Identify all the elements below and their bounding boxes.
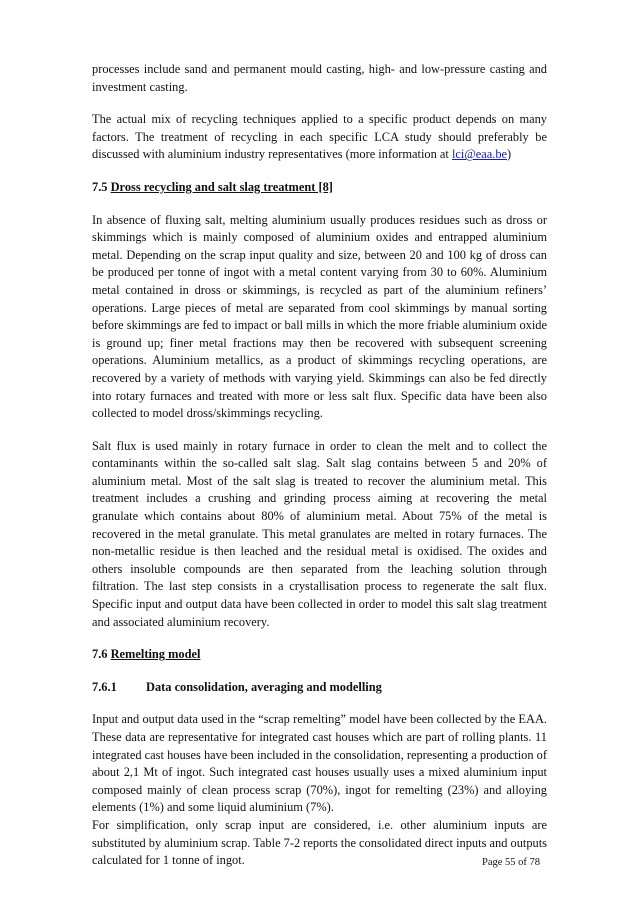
paragraph-recycling-mix-end: ) bbox=[507, 147, 512, 162]
subsection-title: Data consolidation, averaging and modelling bbox=[146, 679, 382, 694]
paragraph-recycling-mix-text: The actual mix of recycling techniques applied to a specific product depends on many factors. The treatment of recycling in each specific LCA study should preferably be discussed with aluminium industry representatives (more information at bbox=[92, 112, 547, 162]
section-number-7-5: 7.5 bbox=[92, 179, 108, 194]
section-heading-7-6 bbox=[92, 646, 547, 664]
page-content bbox=[92, 61, 547, 885]
page-number: Page 55 of 78 bbox=[482, 857, 541, 868]
section-number-7-6: 7.6 bbox=[92, 647, 108, 662]
subsection-heading-7-6-1 bbox=[92, 679, 547, 697]
paragraph-salt-flux: Salt flux is used mainly in rotary furnace in order to clean the melt and to collect the contaminants within the so-called salt slag. Salt slag contains between 5 and 20% of aluminium metal. Most of the salt slag is treated to recover the aluminium metal. This treatment includes a crushing and grinding process aiming at recovering the metal granulate which contains about 80% of aluminium metal. About 75% of the metal is recovered in the metal granulate. This metal granulates are melted in rotary furnaces. The non-metallic residue is then leached and the residual metal is oxidised. The oxides and others insoluble compounds are then separated from the leaching solution through filtration. The last step consists in a crystallisation process to regenerate the salt flux. Specific input and output data have been collected in order to model this salt slag treatment and associated aluminium recovery. bbox=[92, 438, 547, 629]
paragraph-casting-processes: processes include sand and permanent mould casting, high- and low-pressure casting and investment casting. bbox=[92, 62, 547, 94]
paragraph-dross: In absence of fluxing salt, melting aluminium usually produces residues such as dross or skimmings which is mainly composed of aluminium oxides and entrapped aluminium metal. Depending on the scrap input quality and size, between 20 and 100 kg of dross can be produced per tonne of ingot with a metal content varying from 30 to 60%. Aluminium metal contained in dross or skimmings, is recycled as part of the aluminium refiners’ operations. Large pieces of metal are separated from cool skimmings by manual sorting before skimmings are fed to impact or ball mills in which the more friable aluminium oxide is ground up; finer metal fractions may then be recovered with subsequent screening operations. Aluminium metallics, as a product of skimmings recycling operations, are recovered by a variety of methods with varying yield. Skimmings can also be fed directly into rotary furnaces and treated with more or less salt flux. Specific data have been also collected to model dross/skimmings recycling. bbox=[92, 212, 547, 421]
subsection-number: 7.6.1 bbox=[92, 679, 117, 694]
section-heading-7-5 bbox=[92, 179, 547, 197]
paragraph-remelting-data: Input and output data used in the “scrap remelting” model have been collected by the EAA. These data are representative for integrated cast houses which are part of rolling plants. 11 integrated cast houses have been included in the consolidation, representing a production of about 2,1 Mt of ingot. Such integrated cast houses usually uses a mixed aluminium input composed mainly of clean process scrap (70%), ingot for remelting (23%) and alloying elements (1%) and some liquid aluminium (7%). bbox=[92, 712, 547, 815]
section-title-7-5: Dross recycling and salt slag treatment [8] bbox=[110, 179, 333, 194]
email-link[interactable]: lci@eaa.be bbox=[451, 147, 508, 162]
paragraph-simplification: For simplification, only scrap input are considered, i.e. other aluminium inputs are substituted by aluminium scrap. Table 7-2 reports the consolidated direct inputs and outputs calculated for 1 tonne of ingot. bbox=[92, 817, 547, 868]
paragraph-recycling-mix bbox=[92, 111, 547, 164]
section-title-7-6: Remelting model bbox=[110, 647, 201, 662]
